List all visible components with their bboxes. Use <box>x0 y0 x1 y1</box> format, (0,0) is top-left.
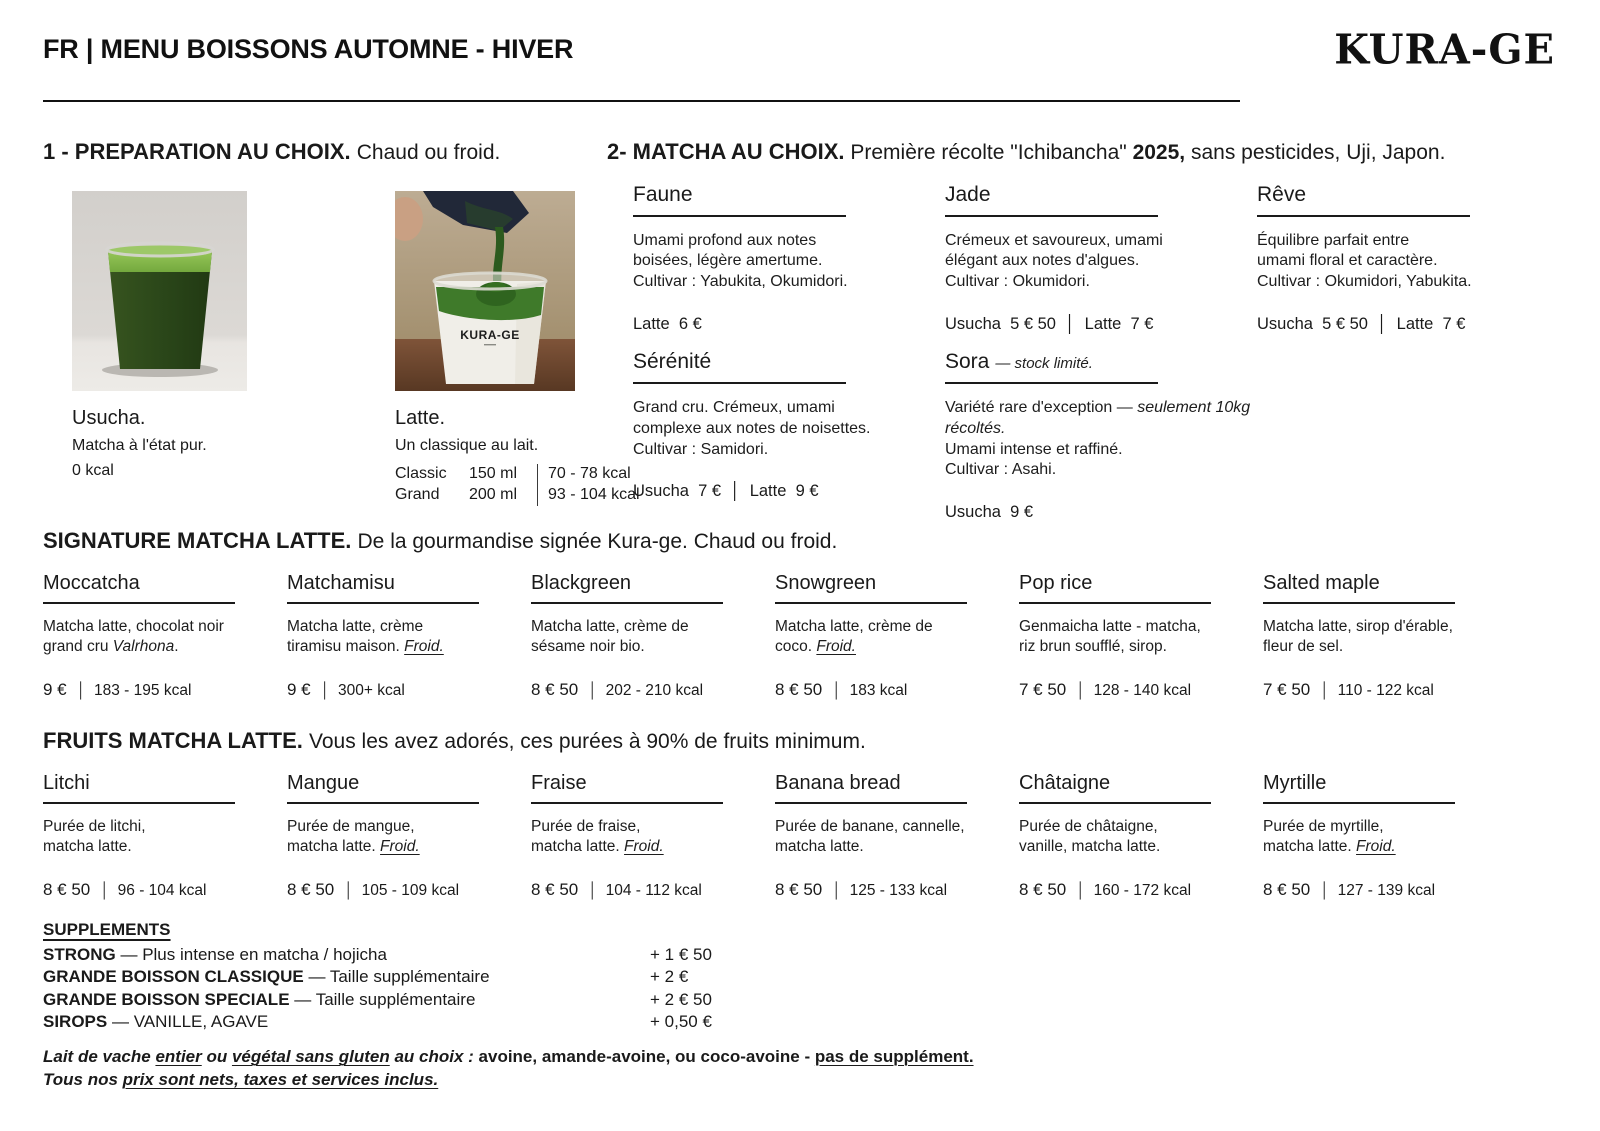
supplement-label: GRANDE BOISSON CLASSIQUE <box>43 967 304 987</box>
drink-card-banana-bread <box>775 772 1019 901</box>
section-signature-title: SIGNATURE MATCHA LATTE. <box>43 528 352 553</box>
tea-card-serenite <box>633 350 945 522</box>
price-separator: │ <box>1320 682 1330 700</box>
drink-desc: Matcha latte, crème de sésame noir bio. <box>531 617 689 656</box>
price-separator: │ <box>588 882 598 900</box>
drink-desc: Matcha latte, crème tiramisu maison. Froid. <box>287 617 444 656</box>
section-preparation-title: 1 - PREPARATION AU CHOIX. <box>43 139 351 164</box>
price-separator: │ <box>320 682 331 700</box>
tea-desc: Variété rare d'exception — seulement 10kg récoltés. Umami intense et raffiné. Cultivar : Asahi. <box>945 398 1251 479</box>
supplement-text: — Taille supplémentaire <box>308 967 490 987</box>
size-volume: 150 ml <box>469 465 518 483</box>
drink-name: Matchamisu <box>287 571 395 594</box>
drink-desc: Matcha latte, chocolat noir grand cru Valrhona. <box>43 617 224 656</box>
drink-name: Banana bread <box>775 771 901 794</box>
size-volume: 200 ml <box>469 486 518 504</box>
brand-logo: KURA-GE <box>1334 25 1555 74</box>
supplement-label: SIROPS <box>43 1012 108 1032</box>
price-separator: │ <box>832 682 842 700</box>
drink-price: 8 € 50 │ 183 kcal <box>775 680 908 700</box>
supplement-price: + 0,50 € <box>650 1012 712 1032</box>
latte-name: Latte. <box>395 406 446 429</box>
section-signature-heading <box>43 527 1507 556</box>
tea-desc: Umami profond aux notes boisées, légère amertume. Cultivar : Yabukita, Okumidori. <box>633 231 848 291</box>
drink-card-fraise <box>531 772 775 901</box>
drink-price: 7 € 50 │ 128 - 140 kcal <box>1019 680 1192 700</box>
tea-price: Usucha 5 € 50 │ Latte 7 € <box>945 314 1154 333</box>
drink-name: Moccatcha <box>43 571 140 594</box>
section-matcha-subtitle: Première récolte "Ichibancha" 2025, sans pesticides, Uji, Japon. <box>844 141 1446 164</box>
drink-price: 8 € 50 │ 125 - 133 kcal <box>775 880 948 900</box>
drink-price: 7 € 50 │ 110 - 122 kcal <box>1263 680 1434 700</box>
supplement-price: + 2 € 50 <box>650 989 712 1009</box>
drink-price: 9 € │ 300+ kcal <box>287 680 405 700</box>
section-signature <box>43 527 1507 700</box>
prices-note: Tous nos prix sont nets, taxes et services inclus. <box>43 1069 439 1089</box>
size-kcal: 70 - 78 kcal <box>537 464 665 485</box>
tea-card-faune <box>633 183 945 334</box>
drink-desc: Purée de litchi, matcha latte. <box>43 817 146 856</box>
price-separator: │ <box>1076 882 1086 900</box>
tea-name: Sérénité <box>633 349 712 373</box>
supplement-text: — Plus intense en matcha / hojicha <box>120 945 387 964</box>
tea-stock-note: — stock limité. <box>995 354 1093 372</box>
section-fruits-title: FRUITS MATCHA LATTE. <box>43 728 303 753</box>
tea-price: Usucha 7 € │ Latte 9 € <box>633 482 819 501</box>
size-kcal: 93 - 104 kcal <box>537 485 665 506</box>
tea-desc: Crémeux et savoureux, umami élégant aux notes d'algues. Cultivar : Okumidori. <box>945 231 1163 291</box>
tea-price: Latte 6 € <box>633 314 702 333</box>
supplement-label: STRONG <box>43 945 116 964</box>
price-separator: │ <box>1076 682 1086 700</box>
drink-desc: Purée de banane, cannelle, matcha latte. <box>775 817 965 856</box>
drink-desc: Genmaicha latte - matcha, riz brun soufflé, sirop. <box>1019 617 1201 656</box>
drink-price: 8 € 50 │ 160 - 172 kcal <box>1019 880 1192 900</box>
supplement-price: + 1 € 50 <box>650 945 712 964</box>
drink-price: 8 € 50 │ 105 - 109 kcal <box>287 880 460 900</box>
section-fruits-heading <box>43 727 1507 756</box>
usucha-kcal: 0 kcal <box>72 462 114 480</box>
drink-card-litchi <box>43 772 287 901</box>
drink-card-moccatcha <box>43 572 287 701</box>
usucha-name: Usucha. <box>72 406 146 429</box>
usucha-caption <box>72 407 342 481</box>
price-separator: │ <box>100 882 110 900</box>
drink-card-matchamisu <box>287 572 531 701</box>
supplement-label: GRANDE BOISSON SPECIALE <box>43 989 290 1009</box>
matcha-grid <box>633 183 1562 523</box>
preparation-photos <box>72 191 640 506</box>
supplement-row-grande-classique <box>43 966 803 988</box>
supplements-title: SUPPLEMENTS <box>43 920 171 939</box>
section-preparation <box>43 138 640 506</box>
section-matcha-heading <box>607 138 1562 167</box>
price-separator: │ <box>344 882 354 900</box>
drink-desc: Purée de mangue, matcha latte. Froid. <box>287 817 420 856</box>
header-divider <box>43 100 1240 102</box>
signature-grid <box>43 572 1507 701</box>
supplement-row-sirops <box>43 1011 803 1033</box>
price-separator: │ <box>1320 882 1330 900</box>
milk-options-note: Lait de vache entier ou végétal sans gluten au choix : avoine, amande-avoine, ou coco-avoine - pas de supplément. <box>43 1047 974 1066</box>
footer-notes <box>43 1046 974 1092</box>
tea-name: Faune <box>633 182 693 206</box>
drink-desc: Matcha latte, crème de coco. Froid. <box>775 617 933 656</box>
latte-photo <box>395 191 575 391</box>
drink-desc: Purée de fraise, matcha latte. Froid. <box>531 817 664 856</box>
drink-name: Salted maple <box>1263 571 1380 594</box>
size-label: Classic <box>395 465 447 483</box>
tea-name: Sora <box>945 349 990 373</box>
latte-desc: Un classique au lait. <box>395 436 539 454</box>
header <box>43 26 1555 73</box>
drink-price: 8 € 50 │ 104 - 112 kcal <box>531 880 702 900</box>
section-matcha <box>607 138 1562 522</box>
usucha-figure <box>72 191 342 506</box>
tea-price: Usucha 9 € <box>945 503 1034 522</box>
drink-card-myrtille <box>1263 772 1507 901</box>
drink-name: Blackgreen <box>531 571 632 594</box>
page-title: FR | MENU BOISSONS AUTOMNE - HIVER <box>43 34 574 64</box>
drink-card-blackgreen <box>531 572 775 701</box>
section-signature-subtitle: De la gourmandise signée Kura-ge. Chaud ou froid. <box>357 530 838 553</box>
size-label: Grand <box>395 486 440 504</box>
section-matcha-title: 2- MATCHA AU CHOIX. <box>607 139 845 164</box>
drink-desc: Matcha latte, sirop d'érable, fleur de sel. <box>1263 617 1453 656</box>
supplement-row-strong <box>43 944 803 966</box>
supplement-text: — VANILLE, AGAVE <box>111 1012 269 1032</box>
tea-card-jade <box>945 183 1257 334</box>
price-separator: │ <box>588 682 598 700</box>
drink-desc: Purée de châtaigne, vanille, matcha latte. <box>1019 817 1161 856</box>
drink-card-pop-rice <box>1019 572 1263 701</box>
usucha-desc: Matcha à l'état pur. <box>72 436 207 454</box>
drink-card-snowgreen <box>775 572 1019 701</box>
price-separator: │ <box>76 682 87 700</box>
drink-desc: Purée de myrtille, matcha latte. Froid. <box>1263 817 1396 856</box>
drink-card-salted-maple <box>1263 572 1507 701</box>
supplement-row-grande-speciale <box>43 989 803 1011</box>
tea-name: Jade <box>945 182 991 206</box>
drink-name: Myrtille <box>1263 771 1327 794</box>
drink-name: Pop rice <box>1019 571 1093 594</box>
drink-name: Litchi <box>43 771 90 794</box>
cup-logo-text: KURA-GE <box>460 327 520 342</box>
section-supplements <box>43 920 803 1034</box>
supplement-price: + 2 € <box>650 967 689 987</box>
section-preparation-subtitle: Chaud ou froid. <box>356 141 501 164</box>
drink-name: Fraise <box>531 771 587 794</box>
tea-name: Rêve <box>1257 182 1307 206</box>
drink-name: Châtaigne <box>1019 771 1111 794</box>
tea-price: Usucha 5 € 50 │ Latte 7 € <box>1257 314 1466 333</box>
drink-price: 9 € │ 183 - 195 kcal <box>43 680 192 700</box>
usucha-photo <box>72 191 247 391</box>
section-preparation-heading <box>43 138 603 167</box>
fruits-grid <box>43 772 1507 901</box>
drink-price: 8 € 50 │ 127 - 139 kcal <box>1263 880 1436 900</box>
drink-card-chataigne <box>1019 772 1263 901</box>
drink-name: Snowgreen <box>775 571 877 594</box>
drink-price: 8 € 50 │ 202 - 210 kcal <box>531 680 704 700</box>
tea-card-sora <box>945 350 1257 522</box>
drink-price: 8 € 50 │ 96 - 104 kcal <box>43 880 207 900</box>
supplement-text: — Taille supplémentaire <box>294 989 476 1009</box>
tea-card-reve <box>1257 183 1569 334</box>
price-separator: │ <box>832 882 842 900</box>
section-fruits-subtitle: Vous les avez adorés, ces purées à 90% de fruits minimum. <box>309 730 866 753</box>
tea-desc: Grand cru. Crémeux, umami complexe aux notes de noisettes. Cultivar : Samidori. <box>633 398 871 458</box>
tea-desc: Équilibre parfait entre umami floral et caractère. Cultivar : Okumidori, Yabukita. <box>1257 231 1472 291</box>
drink-card-mangue <box>287 772 531 901</box>
drink-name: Mangue <box>287 771 360 794</box>
section-fruits <box>43 727 1507 900</box>
